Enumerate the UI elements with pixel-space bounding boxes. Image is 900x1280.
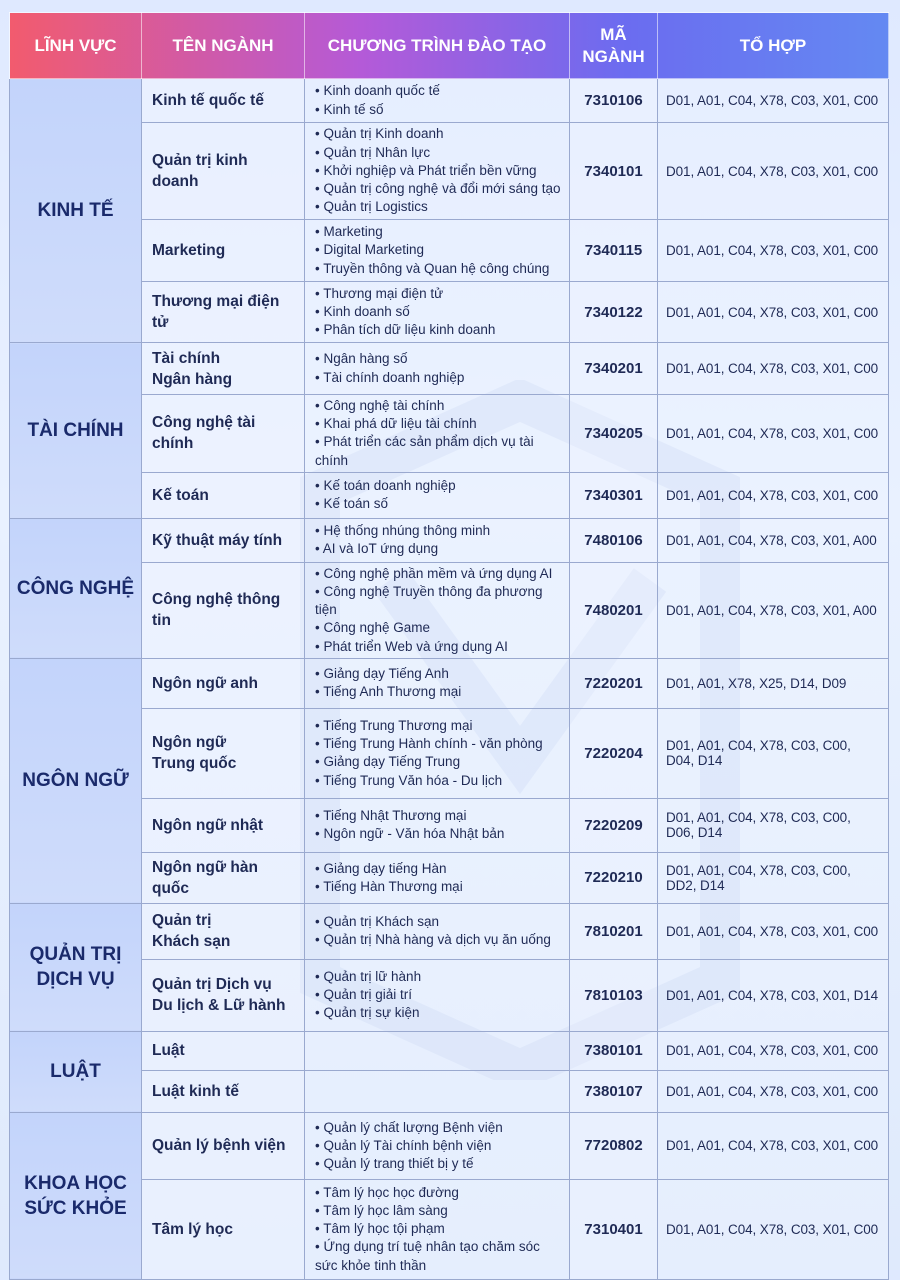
program-list — [305, 518, 570, 562]
major-name — [142, 658, 305, 708]
program-list — [305, 852, 570, 903]
major-code: 7720802 — [570, 1112, 658, 1179]
table-row — [10, 1112, 889, 1179]
program-item: • Phát triển các sản phẩm dịch vụ tài chính — [315, 433, 561, 469]
major-name-line: Quản trị kinh doanh — [152, 152, 248, 190]
program-item: • Quản trị công nghệ và đổi mới sáng tạo — [315, 180, 561, 198]
table-row — [10, 395, 889, 473]
program-item: • Tâm lý học tội phạm — [315, 1220, 561, 1238]
program-item: • Tiếng Nhật Thương mại — [315, 807, 561, 825]
major-name-line: Thương mại điện tử — [152, 293, 280, 331]
program-list — [305, 1112, 570, 1179]
program-list — [305, 658, 570, 708]
program-item: • Phát triển Web và ứng dụng AI — [315, 638, 561, 656]
program-item: • Quản trị Khách sạn — [315, 913, 561, 931]
subject-combo: D01, A01, C04, X78, C03, C00, D06, D14 — [658, 798, 889, 852]
major-name-line: Quản trị — [152, 912, 212, 930]
program-item: • Giảng dạy tiếng Hàn — [315, 860, 561, 878]
program-item: • Giảng dạy Tiếng Trung — [315, 753, 561, 771]
program-item: • Digital Marketing — [315, 241, 561, 259]
major-name-line: Luật — [152, 1042, 185, 1060]
program-item: • Tài chính doanh nghiệp — [315, 369, 561, 387]
major-name — [142, 798, 305, 852]
subject-combo: D01, A01, C04, X78, C03, X01, C00 — [658, 395, 889, 473]
program-item: • Tiếng Trung Hành chính - văn phòng — [315, 735, 561, 753]
major-name — [142, 518, 305, 562]
major-code: 7340115 — [570, 220, 658, 282]
major-code: 7340101 — [570, 123, 658, 220]
major-name — [142, 1112, 305, 1179]
major-name-line: Kế toán — [152, 486, 209, 504]
program-item: • Tiếng Anh Thương mại — [315, 683, 561, 701]
major-name-line: Luật kinh tế — [152, 1082, 239, 1100]
major-name-line: Công nghệ thông tin — [152, 591, 281, 630]
program-item: • Ngôn ngữ - Văn hóa Nhật bản — [315, 825, 561, 843]
major-name-line: Khách sạn — [152, 933, 231, 951]
header-code-line2: NGÀNH — [582, 46, 645, 66]
major-code: 7310106 — [570, 79, 658, 123]
major-name-line: Tài chính — [152, 349, 221, 367]
program-item: • Công nghệ Game — [315, 619, 561, 637]
program-item: • Hệ thống nhúng thông minh — [315, 522, 561, 540]
major-name-line: Kỹ thuật máy tính — [152, 531, 283, 549]
major-code: 7340205 — [570, 395, 658, 473]
major-name — [142, 1070, 305, 1112]
program-item: • Marketing — [315, 223, 561, 241]
major-name — [142, 1179, 305, 1279]
table-body — [10, 79, 889, 1280]
program-item: • Khởi nghiệp và Phát triển bền vững — [315, 162, 561, 180]
subject-combo: D01, A01, C04, X78, C03, X01, C00 — [658, 220, 889, 282]
subject-combo: D01, A01, C04, X78, C03, C00, DD2, D14 — [658, 852, 889, 903]
table-row — [10, 1031, 889, 1070]
program-item: • Giảng dạy Tiếng Anh — [315, 665, 561, 683]
table-row — [10, 959, 889, 1031]
field-label-line: SỨC KHỎE — [24, 1197, 127, 1219]
subject-combo: D01, A01, C04, X78, C03, X01, C00 — [658, 1112, 889, 1179]
program-item: • Quản trị Logistics — [315, 198, 561, 216]
table-row — [10, 852, 889, 903]
major-name — [142, 282, 305, 343]
program-item: • Quản trị Nhân lực — [315, 144, 561, 162]
major-name — [142, 708, 305, 798]
field-label-line: QUẢN TRỊ — [29, 944, 122, 966]
subject-combo: D01, A01, C04, X78, C03, X01, C00 — [658, 79, 889, 123]
program-item: • Quản lý chất lượng Bệnh viện — [315, 1119, 561, 1137]
subject-combo: D01, A01, X78, X25, D14, D09 — [658, 658, 889, 708]
major-name-line: Ngôn ngữ hàn quốc — [152, 858, 258, 897]
major-code: 7340301 — [570, 472, 658, 518]
field-cell: CÔNG NGHỆ — [10, 518, 142, 658]
program-item: • Quản trị lữ hành — [315, 968, 561, 986]
subject-combo: D01, A01, C04, X78, C03, X01, C00 — [658, 1070, 889, 1112]
subject-combo: D01, A01, C04, X78, C03, X01, C00 — [658, 123, 889, 220]
major-name-line: Du lịch & Lữ hành — [152, 997, 286, 1015]
table-row — [10, 343, 889, 395]
program-item: • Tâm lý học lâm sàng — [315, 1202, 561, 1220]
major-name — [142, 852, 305, 903]
subject-combo: D01, A01, C04, X78, C03, X01, A00 — [658, 518, 889, 562]
major-name-line: Marketing — [152, 242, 226, 259]
field-cell — [10, 1112, 142, 1279]
program-list — [305, 79, 570, 123]
table-header — [10, 13, 889, 79]
major-code: 7220204 — [570, 708, 658, 798]
subject-combo: D01, A01, C04, X78, C03, X01, C00 — [658, 343, 889, 395]
program-list — [305, 562, 570, 658]
program-list — [305, 708, 570, 798]
major-name — [142, 472, 305, 518]
program-item: • Kinh doanh số — [315, 303, 561, 321]
major-name — [142, 79, 305, 123]
major-code: 7380107 — [570, 1070, 658, 1112]
program-item: • AI và IoT ứng dụng — [315, 540, 561, 558]
subject-combo: D01, A01, C04, X78, C03, X01, C00 — [658, 472, 889, 518]
major-code: 7220209 — [570, 798, 658, 852]
table-row — [10, 798, 889, 852]
major-code: 7340201 — [570, 343, 658, 395]
program-item: • Tâm lý học học đường — [315, 1184, 561, 1202]
program-list — [305, 395, 570, 473]
program-list — [305, 959, 570, 1031]
program-item: • Kế toán số — [315, 495, 561, 513]
program-item: • Tiếng Trung Thương mại — [315, 717, 561, 735]
major-name-line: Ngôn ngữ — [152, 734, 227, 752]
major-code: 7810103 — [570, 959, 658, 1031]
field-cell: TÀI CHÍNH — [10, 343, 142, 519]
field-cell: LUẬT — [10, 1031, 142, 1112]
major-code: 7340122 — [570, 282, 658, 343]
program-item: • Khai phá dữ liệu tài chính — [315, 415, 561, 433]
program-item: • Ứng dụng trí tuệ nhân tạo chăm sóc sức khỏe tinh thần — [315, 1238, 561, 1274]
header-program: CHƯƠNG TRÌNH ĐÀO TẠO — [305, 13, 570, 79]
program-item: • Công nghệ phần mềm và ứng dụng AI — [315, 565, 561, 583]
major-name — [142, 903, 305, 959]
field-cell — [10, 903, 142, 1031]
table-row — [10, 1179, 889, 1279]
header-code-line1: MÃ — [600, 24, 627, 44]
program-item: • Quản lý Tài chính bệnh viện — [315, 1137, 561, 1155]
program-item: • Thương mại điện tử — [315, 285, 561, 303]
subject-combo: D01, A01, C04, X78, C03, C00, D04, D14 — [658, 708, 889, 798]
subject-combo: D01, A01, C04, X78, C03, X01, C00 — [658, 1179, 889, 1279]
header-code — [570, 13, 658, 79]
program-list — [305, 1179, 570, 1279]
field-label-line: KHOA HỌC — [24, 1172, 127, 1194]
major-code: 7220201 — [570, 658, 658, 708]
major-name-line: Kinh tế quốc tế — [152, 92, 264, 109]
table-row — [10, 518, 889, 562]
major-name-line: Trung quốc — [152, 755, 237, 773]
table-row — [10, 708, 889, 798]
major-name-line: Ngôn ngữ nhật — [152, 816, 264, 834]
major-code: 7220210 — [570, 852, 658, 903]
header-combo: TỔ HỢP — [658, 13, 889, 79]
program-list — [305, 123, 570, 220]
major-name-line: Quản trị Dịch vụ — [152, 976, 272, 994]
program-item: • Quản trị giải trí — [315, 986, 561, 1004]
field-cell: NGÔN NGỮ — [10, 658, 142, 903]
program-item: • Kinh doanh quốc tế — [315, 82, 561, 100]
table-row — [10, 123, 889, 220]
program-list — [305, 343, 570, 395]
table-row — [10, 282, 889, 343]
table-row — [10, 562, 889, 658]
program-item: • Tiếng Hàn Thương mại — [315, 878, 561, 896]
program-list — [305, 472, 570, 518]
program-item: • Ngân hàng số — [315, 350, 561, 368]
field-cell: KINH TẾ — [10, 79, 142, 343]
subject-combo: D01, A01, C04, X78, C03, X01, D14 — [658, 959, 889, 1031]
program-item: • Công nghệ Truyền thông đa phương tiện — [315, 583, 561, 619]
major-name — [142, 395, 305, 473]
major-name-line: Ngân hàng — [152, 370, 233, 388]
header-major: TÊN NGÀNH — [142, 13, 305, 79]
field-label-line: DỊCH VỤ — [36, 969, 115, 991]
table-row — [10, 1070, 889, 1112]
program-list — [305, 1031, 570, 1070]
major-name-line: Quản lý bệnh viện — [152, 1137, 286, 1155]
table-row — [10, 79, 889, 123]
major-name — [142, 1031, 305, 1070]
major-name — [142, 562, 305, 658]
table-row — [10, 903, 889, 959]
subject-combo: D01, A01, C04, X78, C03, X01, C00 — [658, 282, 889, 343]
major-code: 7380101 — [570, 1031, 658, 1070]
major-code: 7480106 — [570, 518, 658, 562]
major-name-line: Ngôn ngữ anh — [152, 674, 258, 692]
subject-combo: D01, A01, C04, X78, C03, X01, C00 — [658, 903, 889, 959]
program-item: • Truyền thông và Quan hệ công chúng — [315, 260, 561, 278]
program-list — [305, 282, 570, 343]
program-list — [305, 903, 570, 959]
program-item: • Tiếng Trung Văn hóa - Du lịch — [315, 772, 561, 790]
subject-combo: D01, A01, C04, X78, C03, X01, C00 — [658, 1031, 889, 1070]
major-name — [142, 123, 305, 220]
program-item: • Kinh tế số — [315, 101, 561, 119]
table-row — [10, 658, 889, 708]
program-list — [305, 798, 570, 852]
program-item: • Quản trị sự kiện — [315, 1004, 561, 1022]
program-item: • Quản trị Nhà hàng và dịch vụ ăn uống — [315, 931, 561, 949]
major-name-line: Công nghệ tài chính — [152, 414, 256, 453]
major-name — [142, 220, 305, 282]
program-item: • Quản lý trang thiết bị y tế — [315, 1155, 561, 1173]
major-name — [142, 343, 305, 395]
header-field: LĨNH VỰC — [10, 13, 142, 79]
major-code: 7810201 — [570, 903, 658, 959]
subject-combo: D01, A01, C04, X78, C03, X01, A00 — [658, 562, 889, 658]
table-row — [10, 220, 889, 282]
program-item: • Quản trị Kinh doanh — [315, 125, 561, 143]
program-item: • Phân tích dữ liệu kinh doanh — [315, 321, 561, 339]
table-row — [10, 472, 889, 518]
major-name — [142, 959, 305, 1031]
program-item: • Kế toán doanh nghiệp — [315, 477, 561, 495]
major-name-line: Tâm lý học — [152, 1220, 233, 1238]
major-code: 7310401 — [570, 1179, 658, 1279]
major-code: 7480201 — [570, 562, 658, 658]
program-list — [305, 220, 570, 282]
program-table — [9, 12, 889, 1280]
program-item: • Công nghệ tài chính — [315, 397, 561, 415]
program-list — [305, 1070, 570, 1112]
